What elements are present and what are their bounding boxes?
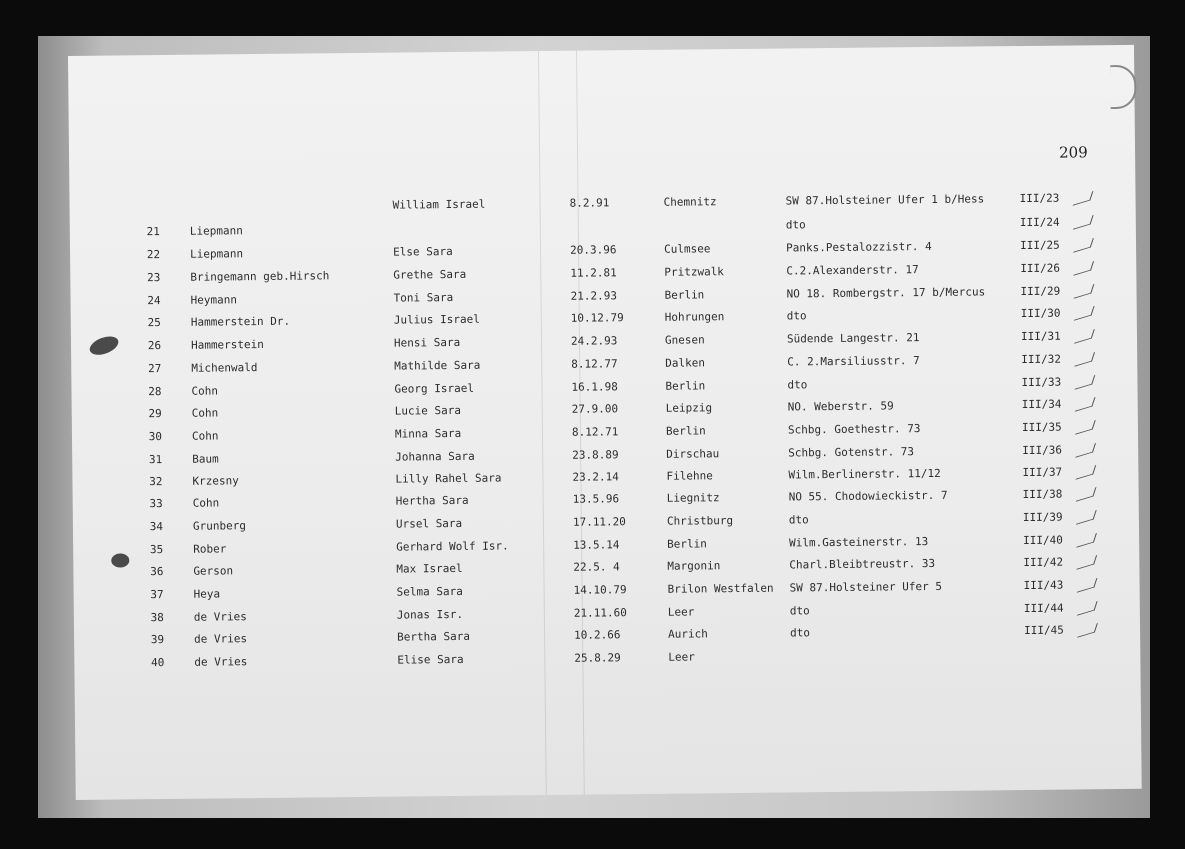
reference-number: III/42	[1023, 555, 1064, 570]
surname: Bringemann geb.Hirsch	[190, 269, 330, 284]
row-number: 30	[148, 430, 163, 444]
birth-date: 8.2.91	[569, 196, 610, 210]
birth-place: Leipzig	[665, 401, 713, 415]
check-mark-icon	[1075, 443, 1096, 458]
address: Panks.Pestalozzistr. 4	[785, 239, 932, 255]
reference-number: III/39	[1022, 510, 1063, 525]
address: Schbg. Gotenstr. 73	[788, 445, 915, 460]
check-mark-icon	[1075, 397, 1096, 412]
surname: Krzesny	[192, 474, 239, 488]
row-number: 22	[146, 248, 161, 262]
given-names: Hertha Sara	[395, 493, 469, 508]
check-mark-icon	[1077, 601, 1098, 616]
surname: Baum	[192, 452, 219, 466]
address: Wilm.Berlinerstr. 11/12	[788, 466, 941, 482]
check-mark-icon	[1074, 352, 1095, 367]
check-mark-icon	[1077, 578, 1098, 593]
row-number: 24	[147, 294, 161, 308]
surname: Hammerstein	[190, 337, 264, 352]
reference-number: III/45	[1024, 623, 1064, 638]
given-names: William Israel	[392, 197, 486, 212]
given-names: Lilly Rahel Sara	[395, 471, 502, 486]
row-number: 29	[148, 407, 162, 421]
birth-date: 22.5. 4	[573, 560, 620, 574]
birth-place: Berlin	[664, 288, 705, 302]
address: Wilm.Gasteinerstr. 13	[789, 535, 929, 550]
surname: Rober	[193, 542, 227, 556]
row-number: 26	[147, 339, 162, 353]
surname: Grunberg	[192, 519, 246, 533]
given-names: Toni Sara	[393, 290, 454, 305]
corner-bracket-mark	[1110, 65, 1136, 109]
birth-place: Berlin	[665, 379, 706, 393]
birth-date: 10.12.79	[570, 311, 624, 325]
given-names: Else Sara	[393, 244, 453, 259]
surname: Michenwald	[191, 361, 258, 375]
given-names: Georg Israel	[394, 381, 475, 396]
birth-place: Berlin	[667, 537, 707, 551]
address: dto	[786, 309, 807, 323]
row-number: 37	[150, 588, 164, 602]
birth-date: 13.5.14	[573, 538, 620, 552]
surname: Cohn	[191, 429, 219, 443]
surname: Liepmann	[189, 224, 243, 238]
address: dto	[787, 378, 808, 392]
check-mark-icon	[1076, 533, 1097, 548]
reference-number: III/35	[1021, 420, 1062, 435]
given-names: Ursel Sara	[395, 516, 463, 531]
birth-date: 24.2.93	[570, 334, 618, 348]
surname: Cohn	[191, 406, 219, 420]
given-names: Gerhard Wolf Isr.	[396, 539, 509, 554]
row-number: 40	[151, 656, 165, 670]
document-page	[68, 45, 1142, 800]
birth-place: Gnesen	[664, 333, 705, 347]
reference-number: III/38	[1022, 487, 1063, 502]
birth-place: Leer	[667, 605, 695, 619]
birth-place: Christburg	[666, 514, 734, 528]
birth-date: 23.8.89	[572, 448, 619, 462]
surname: de Vries	[194, 632, 248, 646]
birth-date: 11.2.81	[570, 266, 617, 280]
surname: Cohn	[192, 496, 220, 510]
check-mark-icon	[1076, 487, 1097, 502]
given-names: Selma Sara	[396, 584, 463, 599]
birth-place: Berlin	[665, 424, 706, 438]
reference-number: III/30	[1020, 306, 1061, 321]
address: NO 18. Rombergstr. 17 b/Mercus	[786, 285, 986, 301]
address: SW 87.Holsteiner Ufer 1 b/Hess	[785, 192, 985, 208]
birth-place: Liegnitz	[666, 491, 720, 505]
birth-date: 17.11.20	[572, 515, 626, 529]
page-number: 209	[1058, 143, 1088, 162]
given-names: Bertha Sara	[397, 629, 471, 644]
row-number: 36	[150, 565, 164, 579]
reference-number: III/34	[1021, 397, 1062, 412]
birth-date: 25.8.29	[574, 651, 621, 665]
check-mark-icon	[1077, 623, 1098, 638]
row-number: 25	[147, 316, 161, 330]
given-names: Hensi Sara	[393, 335, 461, 350]
check-mark-icon	[1076, 510, 1097, 525]
surname: de Vries	[193, 610, 247, 624]
given-names: Mathilde Sara	[394, 358, 481, 373]
address: C.2.Alexanderstr. 17	[786, 263, 919, 278]
address: Südende Langestr. 21	[786, 331, 920, 346]
address: Schbg. Goethestr. 73	[787, 422, 921, 437]
reference-number: III/31	[1020, 329, 1061, 344]
birth-place: Brilon Westfalen	[667, 581, 774, 596]
given-names: Grethe Sara	[393, 267, 467, 282]
birth-place: Aurich	[668, 627, 708, 641]
reference-number: III/26	[1020, 261, 1061, 276]
address: dto	[788, 513, 809, 527]
row-number: 21	[146, 225, 160, 239]
birth-date: 27.9.00	[571, 402, 619, 416]
given-names: Julius Israel	[393, 312, 480, 327]
reference-number: III/44	[1023, 601, 1064, 616]
address: Charl.Bleibtreustr. 33	[789, 556, 936, 572]
row-number: 27	[147, 362, 162, 376]
reference-number: III/29	[1020, 284, 1061, 299]
birth-place: Pritzwalk	[664, 265, 724, 279]
row-number: 39	[150, 633, 165, 647]
given-names: Johanna Sara	[395, 449, 475, 464]
check-mark-icon	[1076, 465, 1097, 480]
surname: Gerson	[193, 564, 234, 578]
reference-number: III/25	[1019, 238, 1060, 253]
birth-place: Chemnitz	[663, 195, 717, 209]
given-names: Jonas Isr.	[396, 607, 464, 622]
surname: Heymann	[190, 293, 237, 307]
birth-date: 8.12.71	[571, 425, 619, 439]
given-names: Elise Sara	[397, 652, 464, 667]
surname: Liepmann	[190, 247, 244, 261]
row-number: 33	[149, 497, 163, 511]
address: C. 2.Marsiliusstr. 7	[787, 354, 920, 369]
birth-date: 14.10.79	[573, 583, 627, 597]
check-mark-icon	[1077, 555, 1098, 570]
birth-place: Hohrungen	[664, 310, 725, 324]
reference-number: III/24	[1019, 215, 1060, 230]
address: dto	[790, 626, 811, 640]
row-number: 23	[147, 271, 161, 285]
reference-number: III/37	[1022, 465, 1063, 480]
birth-date: 21.2.93	[570, 289, 617, 303]
row-number: 31	[148, 453, 163, 467]
address: dto	[785, 218, 806, 232]
birth-date: 8.12.77	[571, 357, 618, 371]
birth-date: 10.2.66	[574, 628, 621, 642]
birth-date: 16.1.98	[571, 380, 618, 394]
row-number: 34	[149, 520, 164, 534]
surname: Heya	[193, 587, 221, 601]
reference-number: III/32	[1021, 352, 1062, 367]
check-mark-icon	[1073, 238, 1094, 253]
birth-place: Culmsee	[663, 242, 711, 256]
check-mark-icon	[1074, 329, 1095, 344]
reference-number: III/36	[1022, 443, 1062, 458]
given-names: Lucie Sara	[394, 403, 462, 418]
surname: Cohn	[191, 384, 219, 398]
birth-place: Margonin	[667, 559, 721, 573]
address: dto	[789, 604, 810, 618]
birth-date: 13.5.96	[572, 492, 620, 506]
check-mark-icon	[1075, 420, 1096, 435]
birth-place: Filehne	[666, 469, 713, 483]
birth-date: 20.3.96	[569, 243, 617, 257]
reference-number: III/43	[1023, 578, 1064, 593]
check-mark-icon	[1074, 306, 1095, 321]
check-mark-icon	[1073, 261, 1094, 276]
reference-number: III/33	[1021, 375, 1062, 390]
check-mark-icon	[1073, 191, 1094, 206]
row-number: 32	[149, 475, 163, 489]
surname: de Vries	[194, 655, 248, 669]
row-number: 38	[150, 611, 164, 625]
surname: Hammerstein Dr.	[190, 314, 291, 329]
check-mark-icon	[1075, 375, 1096, 390]
birth-date: 23.2.14	[572, 470, 619, 484]
address: NO. Weberstr. 59	[787, 399, 894, 414]
check-mark-icon	[1073, 215, 1094, 230]
address: SW 87.Holsteiner Ufer 5	[789, 579, 942, 595]
given-names: Max Israel	[396, 561, 463, 576]
birth-place: Dalken	[665, 356, 706, 370]
birth-date: 21.11.60	[573, 606, 627, 620]
address: NO 55. Chodowieckistr. 7	[788, 488, 948, 504]
row-number: 35	[149, 543, 164, 557]
birth-place: Dirschau	[666, 447, 720, 461]
reference-number: III/23	[1019, 191, 1060, 206]
given-names: Minna Sara	[394, 426, 462, 441]
birth-place: Leer	[668, 650, 695, 664]
reference-number: III/40	[1023, 533, 1063, 548]
row-number: 28	[148, 385, 162, 399]
check-mark-icon	[1074, 284, 1095, 299]
